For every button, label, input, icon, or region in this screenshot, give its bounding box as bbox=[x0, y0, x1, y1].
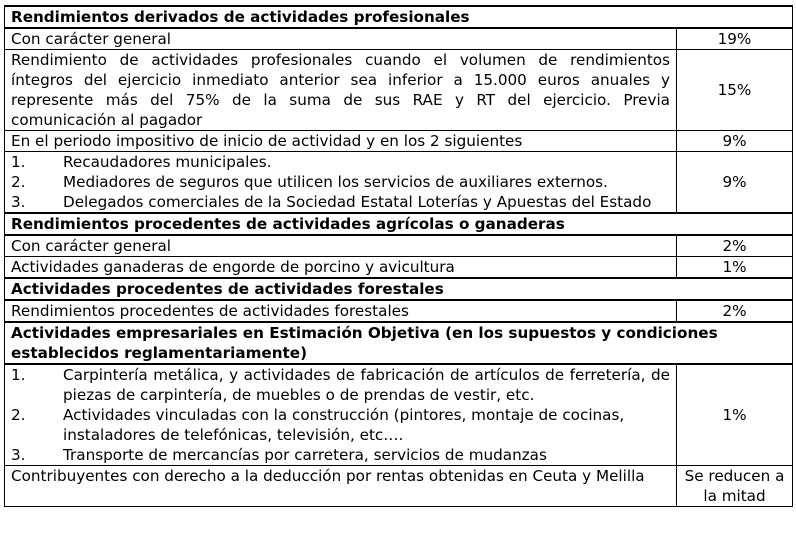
section-header-row bbox=[5, 322, 793, 364]
table-row bbox=[5, 235, 793, 257]
row-label: En el periodo impositivo de inicio de actividad y en los 2 siguientes bbox=[5, 131, 677, 152]
table-row bbox=[5, 466, 793, 507]
list-item-number: 2. bbox=[11, 406, 26, 424]
rate-cell: 15% bbox=[677, 50, 793, 131]
section-header-row bbox=[5, 278, 793, 300]
list-item bbox=[11, 192, 670, 212]
list-item-number: 3. bbox=[11, 446, 26, 464]
list-item bbox=[11, 405, 670, 445]
list-item-text: Carpintería metálica, y actividades de fabricación de artículos de ferretería, de piezas de carpintería, de muebles o de prendas de vestir, etc. bbox=[63, 366, 670, 404]
section-header-row bbox=[5, 213, 793, 235]
list-item-number: 3. bbox=[11, 193, 26, 211]
table-row bbox=[5, 50, 793, 131]
table-row bbox=[5, 131, 793, 152]
rate-cell: 2% bbox=[677, 235, 793, 257]
section-title-forestales: Actividades procedentes de actividades forestales bbox=[5, 278, 793, 300]
numbered-list bbox=[11, 152, 670, 212]
table-row bbox=[5, 152, 793, 214]
retention-rates-table bbox=[4, 5, 793, 507]
rate-cell: 19% bbox=[677, 28, 793, 50]
table-row bbox=[5, 28, 793, 50]
table-row bbox=[5, 300, 793, 322]
rate-cell: 1% bbox=[677, 257, 793, 279]
list-item bbox=[11, 152, 670, 172]
rate-cell: 1% bbox=[677, 364, 793, 466]
list-item bbox=[11, 172, 670, 192]
section-title-profesionales: Rendimientos derivados de actividades profesionales bbox=[5, 6, 793, 28]
list-item-number: 1. bbox=[11, 366, 26, 384]
row-label: Rendimiento de actividades profesionales cuando el volumen de rendimientos íntegros del ejercicio inmediato anterior sea inferior a 15.000 euros anuales y represente más del 75% de la suma de sus RAE y RT del ejercicio. Previa comunicación al pagador bbox=[5, 50, 677, 131]
list-item-number: 1. bbox=[11, 153, 26, 171]
row-label: Actividades ganaderas de engorde de porcino y avicultura bbox=[5, 257, 677, 279]
numbered-list bbox=[11, 365, 670, 465]
row-label: Rendimientos procedentes de actividades forestales bbox=[5, 300, 677, 322]
rate-cell: 9% bbox=[677, 131, 793, 152]
row-label: Con carácter general bbox=[5, 235, 677, 257]
list-item-text: Actividades vinculadas con la construcción (pintores, montaje de cocinas, instaladores de telefónicas, televisión, etc…. bbox=[63, 406, 625, 444]
rate-cell: Se reducen a la mitad bbox=[677, 466, 793, 507]
table-row bbox=[5, 257, 793, 279]
table-row bbox=[5, 364, 793, 466]
row-label: Con carácter general bbox=[5, 28, 677, 50]
numbered-list-cell bbox=[5, 152, 677, 214]
section-title-empresariales: Actividades empresariales en Estimación Objetiva (en los supuestos y condiciones establecidos reglamentariamente) bbox=[5, 322, 793, 364]
rate-cell: 9% bbox=[677, 152, 793, 214]
list-item-text: Recaudadores municipales. bbox=[63, 153, 272, 171]
section-title-agricolas: Rendimientos procedentes de actividades agrícolas o ganaderas bbox=[5, 213, 793, 235]
rate-cell: 2% bbox=[677, 300, 793, 322]
list-item-text: Delegados comerciales de la Sociedad Estatal Loterías y Apuestas del Estado bbox=[63, 193, 652, 211]
list-item-text: Mediadores de seguros que utilicen los servicios de auxiliares externos. bbox=[63, 173, 608, 191]
row-label: Contribuyentes con derecho a la deducción por rentas obtenidas en Ceuta y Melilla bbox=[5, 466, 677, 507]
list-item bbox=[11, 365, 670, 405]
numbered-list-cell bbox=[5, 364, 677, 466]
list-item-number: 2. bbox=[11, 173, 26, 191]
section-header-row bbox=[5, 6, 793, 28]
list-item-text: Transporte de mercancías por carretera, servicios de mudanzas bbox=[63, 446, 547, 464]
list-item bbox=[11, 445, 670, 465]
